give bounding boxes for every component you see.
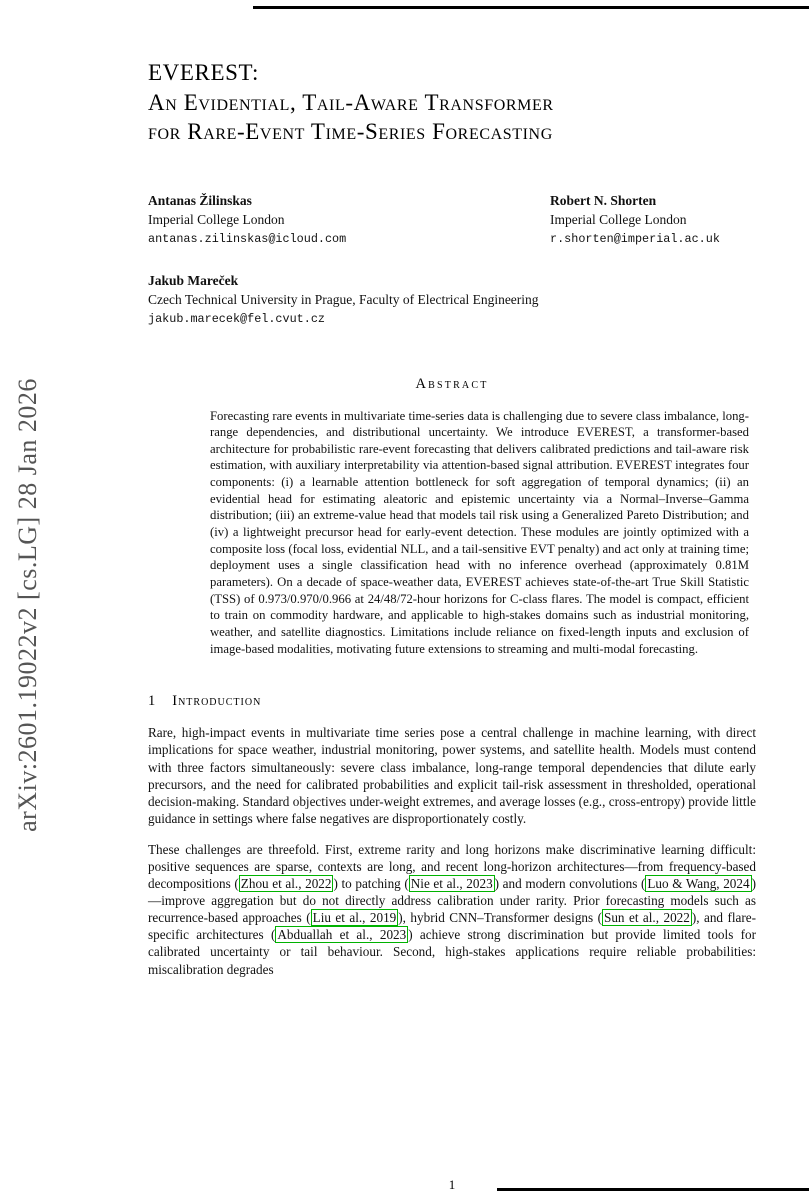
author-1-name: Antanas Žilinskas: [148, 192, 252, 208]
author-2: [550, 193, 720, 246]
author-3-email: jakub.marecek@fel.cvut.cz: [148, 311, 325, 326]
citation-link-liu-2019[interactable]: Liu et al., 2019: [312, 910, 397, 926]
section-1-number: 1: [148, 693, 156, 710]
author-3-name: Jakub Mareček: [148, 272, 239, 288]
citation-link-abduallah-2023[interactable]: Abduallah et al., 2023: [277, 927, 407, 943]
citation-link-nie-2023[interactable]: Nie et al., 2023: [410, 876, 493, 892]
intro-p2-text: )—improve aggregation but do not directly address calibration under rarity. Prior forecasting models such as recurrence-based approaches (: [148, 876, 756, 926]
intro-p2-text: ), and flare-specific architectures (: [148, 910, 757, 943]
author-1-affiliation: Imperial College London: [148, 211, 285, 227]
paper-title: [148, 58, 756, 147]
section-1-title: Introduction: [172, 693, 262, 710]
intro-p2-text: ) and modern convolutions (: [494, 876, 646, 892]
arxiv-watermark: arXiv:2601.19022v2 [cs.LG] 28 Jan 2026: [13, 378, 42, 832]
citation-link-luo-wang-2024[interactable]: Luo & Wang, 2024: [647, 876, 750, 892]
intro-p2-text: These challenges are threefold. First, extreme rarity and long horizons make discriminative learning difficult: positive sequences are sparse, contexts are long, and recent long-horizon architectures—from frequency-based decompositions (: [148, 841, 756, 892]
intro-paragraph-1: Rare, high-impact events in multivariate time series pose a central challenge in machine learning, with direct implications for space weather, industrial monitoring, power systems, and satellite health. Models must contend with three factors simultaneously: severe class imbalance, long-range temporal dependencies that dilute early precursors, and the need for calibrated probabilities and explicit tail-risk assessment in thresholded, operational decision-making. Standard objectives under-weight extremes, and average losses (e.g., cross-entropy) provide little guidance in settings where false negatives are disproportionately costly.: [148, 725, 756, 826]
paper-title-line1: EVEREST:: [148, 60, 259, 85]
citation-link-sun-2022[interactable]: Sun et al., 2022: [604, 910, 690, 926]
author-block-row: [148, 193, 756, 246]
paper-title-line3: for Rare-Event Time-Series Forecasting: [148, 119, 553, 144]
abstract-heading: Abstract: [415, 375, 489, 392]
abstract-text: Forecasting rare events in multivariate time-series data is challenging due to severe class imbalance, long-range dependencies, and distributional uncertainty. We introduce EVEREST, a transformer-based architecture for probabilistic rare-event forecasting that delivers calibrated predictions and tail-aware risk estimation, with auxiliary interpretability via attention-based signal attribution. EVEREST integrates four components: (i) a learnable attention bottleneck for soft aggregation of temporal dynamics; (ii) an evidential head for estimating aleatoric and epistemic uncertainty via a Normal–Inverse–Gamma distribution; (iii) an extreme-value head that models tail risk using a Generalized Pareto Distribution; and (iv) a lightweight precursor head for early-event detection. These modules are jointly optimized with a composite loss (focal loss, evidential NLL, and a tail-sensitive EVT penalty) and act only at training time; deployment uses a single classification head with no inference overhead (approximately 0.81M parameters). On a decade of space-weather data, EVEREST achieves state-of-the-art True Skill Statistic (TSS) of 0.973/0.970/0.966 at 24/48/72-hour horizons for C-class flares. The model is compact, efficient to train on commodity hardware, and applicable to high-stakes domains such as industrial monitoring, weather, and satellite diagnostics. Limitations include reliance on fixed-length inputs and exclusion of image-based modalities, motivating future extensions to streaming and multi-modal forecasting.: [210, 408, 749, 656]
author-1-email: antanas.zilinskas@icloud.com: [148, 231, 347, 246]
author-1: [148, 193, 550, 246]
page-number: 1: [448, 1177, 456, 1192]
intro-p2-text: ) to patching (: [333, 876, 409, 892]
section-1-heading: [148, 693, 756, 710]
intro-paragraph-2: [148, 841, 756, 978]
author-3: [148, 273, 756, 326]
author-2-email: r.shorten@imperial.ac.uk: [550, 231, 720, 246]
author-2-affiliation: Imperial College London: [550, 211, 687, 227]
author-2-name: Robert N. Shorten: [550, 192, 657, 208]
citation-link-zhou-2022[interactable]: Zhou et al., 2022: [240, 876, 332, 892]
paper-title-line2: An Evidential, Tail-Aware Transformer: [148, 89, 554, 115]
author-3-affiliation: Czech Technical University in Prague, Faculty of Electrical Engineering: [148, 291, 539, 307]
page-content: [148, 0, 756, 978]
intro-p2-text: ) achieve strong discrimination but provide limited tools for calibrated uncertainty or tail behaviour. Second, high-stakes applications require reliable probabilities: miscalibration degrades: [148, 927, 757, 977]
intro-p2-text: ), hybrid CNN–Transformer designs (: [398, 910, 602, 926]
